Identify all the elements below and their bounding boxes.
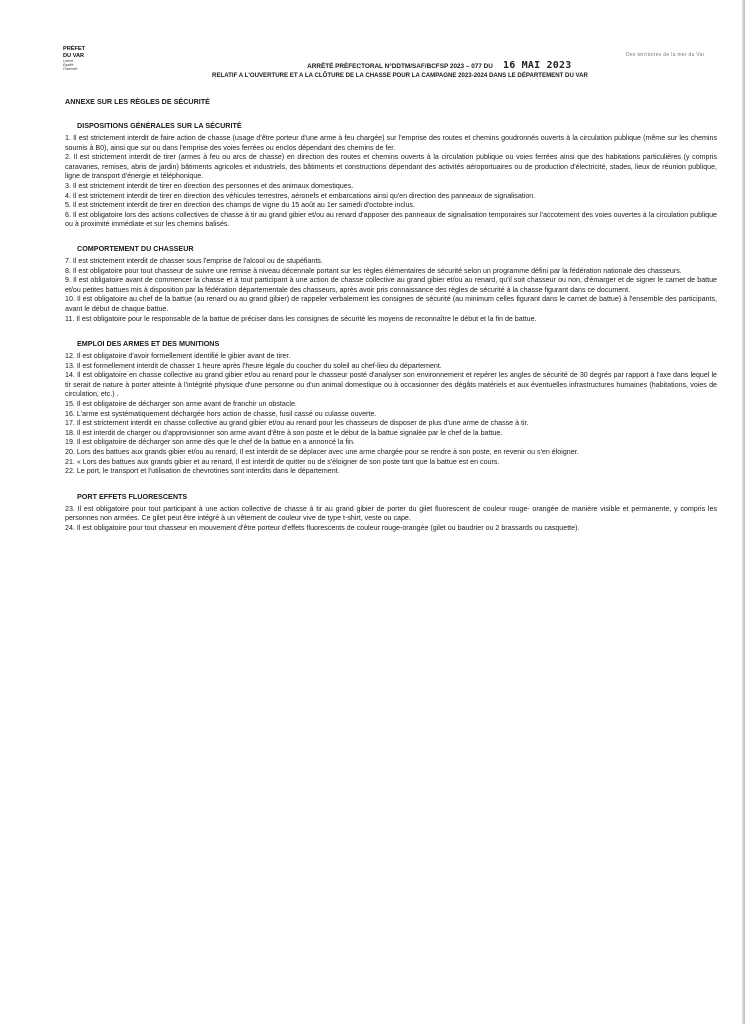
logo-motto-2: Égalité — [63, 63, 74, 68]
rule-item: 5. Il est strictement interdit de tirer en direction des champs de vigne du 15 août au 1er samedi d'octobre inclus. — [65, 201, 415, 210]
logo-motto-1: Liberté — [63, 59, 74, 63]
rule-item: 17. Il est strictement interdit en chasse collective au grand gibier et/ou au renard pour les chasseurs de disposer de plus d'une arme de chasse à tir. — [65, 419, 529, 428]
rule-item: 4. Il est strictement interdit de tirer en direction des véhicules terrestres, aéronefs et embarcations ainsi qu'en direction des panneaux de signalisation. — [65, 191, 536, 200]
header-decree-number: ARRÊTÉ PRÉFECTORAL N°DDTM/SAF/BCFSP 2023 – 077 DU — [307, 63, 493, 70]
section-fluorescent-wear — [65, 492, 717, 534]
rule-item: 24. Il est obligatoire pour tout chasseur en mouvement d'être porteur d'effets fluorescents de couleur rouge-orangée (gilet ou baudrier ou 2 brassards ou casquette). — [65, 524, 580, 532]
section-weapons-ammunition — [65, 339, 717, 477]
logo-line-2: DU VAR — [63, 52, 85, 59]
section-title: DISPOSITIONS GÉNÉRALES SUR LA SÉCURITÉ — [77, 121, 242, 130]
rule-item: 9. Il est obligatoire avant de commencer la chasse et à tout participant à une action de chasse collective au grand gibier et/ou au renard, qu'il soit chasseur ou non, d'émarger et de signer le carnet de battue et/ou petites battues mis à disposition par la fédération départementale des chasseurs, après avoir pris connaissance des règles de sécurité à la chasse figurant dans ce document. — [65, 276, 717, 294]
rule-item: 8. Il est obligatoire pour tout chasseur de suivre une remise à niveau décennale portant sur les règles élémentaires de sécurité selon un programme défini par la fédération nationale des chasseurs. — [65, 266, 682, 275]
rule-item: 20. Lors des battues aux grands gibier et/ou au renard, Il est interdit de se déplacer avec une arme chargée pour se rendre à son poste, en revenir ou s'en éloigner. — [65, 448, 579, 457]
rule-item: 16. L'arme est systématiquement déchargée hors action de chasse, fusil cassé ou culasse ouverte. — [65, 409, 377, 418]
section-title: PORT EFFETS FLUORESCENTS — [77, 491, 188, 501]
section-general-provisions — [65, 121, 717, 230]
rule-item: 6. Il est obligatoire lors des actions collectives de chasse à tir au grand gibier et/ou au renard d'apposer des panneaux de signalisation temporaires sur l'accotement des voies ouvertes à la circulation publique ou à proximité immédiate et sur les chemins balisés. — [65, 210, 717, 229]
top-right-fragment: Des territoires de la mer du Var — [626, 52, 705, 58]
rule-item: 2. Il est strictement interdit de tirer (armes à feu ou arcs de chasse) en direction des routes et chemins ouverts à la circulation publique ou voies ferrées ainsi que des habitations particulières (y compris caravanes, remises, abris de jardin) bâtiments agricoles et industriels, des bâtiments et constructions dépendant des activités aéroportuaires ou de production d'électricité, stades, lieux de réunion publique, ligne de transport d'énergie et téléphonique. — [65, 153, 717, 181]
rule-item: 1. Il est strictement interdit de faire action de chasse (usage d'être porteur d'une arme à feu chargée) sur l'emprise des routes et chemins goudronnés ouverts à la circulation publique (même sur les chemins soumis à B0), ainsi que sur ou dans l'emprise des voies ferrées ou enclos dépendant des chemins de fer. — [65, 134, 717, 152]
annex-title: ANNEXE SUR LES RÈGLES DE SÉCURITÉ — [65, 97, 210, 106]
rule-item: 13. Il est formellement interdit de chasser 1 heure après l'heure légale du coucher du soleil au chef-lieu du département. — [65, 361, 442, 370]
rule-item: 15. Il est obligatoire de décharger son arme avant de franchir un obstacle. — [65, 400, 297, 409]
section-title: EMPLOI DES ARMES ET DES MUNITIONS — [77, 339, 220, 349]
logo-motto-3: Fraternité — [63, 67, 78, 72]
rule-item: 23. Il est obligatoire pour tout participant à une action collective de chasse à tir au grand gibier de porter du gilet fluorescent de couleur rouge- orangée de manière visible et permanente, y compris les personnes non armées. Ce gilet peut être intégré à un vêtement de couleur vive de type t-shirt, veste ou cape. — [65, 504, 717, 523]
rule-item: 14. Il est obligatoire en chasse collective au grand gibier et/ou au renard pour le chasseur posté d'analyser son environnement et repérer les angles de sécurité de 30 degrés par rapport à l'axe dans lequel le tir serait de nature à porter atteinte à l'intégrité physique d'une personne ou d'un animal domestique ou à occasionner des dégâts matériels et aux éventuelles infrastructures humaines (habitations, voies de circulation, etc.) . — [65, 371, 717, 399]
rule-item: 22. Le port, le transport et l'utilisation de chevrotines sont interdits dans le département. — [65, 467, 340, 476]
prefecture-logo — [63, 46, 103, 72]
rule-item: 10. Il est obligatoire au chef de la battue (au renard ou au grand gibier) de rappeler verbalement les consignes de sécurité (au minimum celles figurant dans le carnet de battue) à l'ensemble des participants, avant le début de chaque battue. — [65, 295, 717, 313]
section-title: COMPORTEMENT DU CHASSEUR — [77, 243, 194, 253]
rule-item: 21. « Lors des battues aux grands gibier et au renard, Il est interdit de quitter ou de s'éloigner de son poste tant que la battue est en cours. — [65, 457, 500, 466]
document-body — [65, 97, 717, 542]
rule-item: 11. Il est obligatoire pour le responsable de la battue de préciser dans les consignes de sécurité les moyens de reconnaître le début et la fin de battue. — [65, 314, 537, 323]
rule-item: 12. Il est obligatoire d'avoir formellement identifié le gibier avant de tirer. — [65, 352, 291, 361]
rule-item: 7. Il est strictement interdit de chasser sous l'emprise de l'alcool ou de stupéfiants. — [65, 256, 323, 265]
logo-line-1: PRÉFET — [63, 46, 86, 52]
date-stamp: 16 MAI 2023 — [503, 60, 572, 71]
rule-item: 3. Il est strictement interdit de tirer en direction des personnes et des animaux domestiques. — [65, 181, 354, 190]
header-decree-subject: RELATIF A L'OUVERTURE ET A LA CLÔTURE DE LA CHASSE POUR LA CAMPAGNE 2023-2024 DANS LE DÉPARTEMENT DU VAR — [212, 72, 588, 79]
rule-item: 18. Il est interdit de charger ou d'approvisionner son arme avant d'être à son poste et le début de la battue signalée par le chef de la battue. — [65, 428, 503, 437]
rule-item: 19. Il est obligatoire de décharger son arme dès que le chef de la battue en a annoncé la fin. — [65, 438, 355, 447]
section-hunter-behaviour — [65, 244, 717, 324]
